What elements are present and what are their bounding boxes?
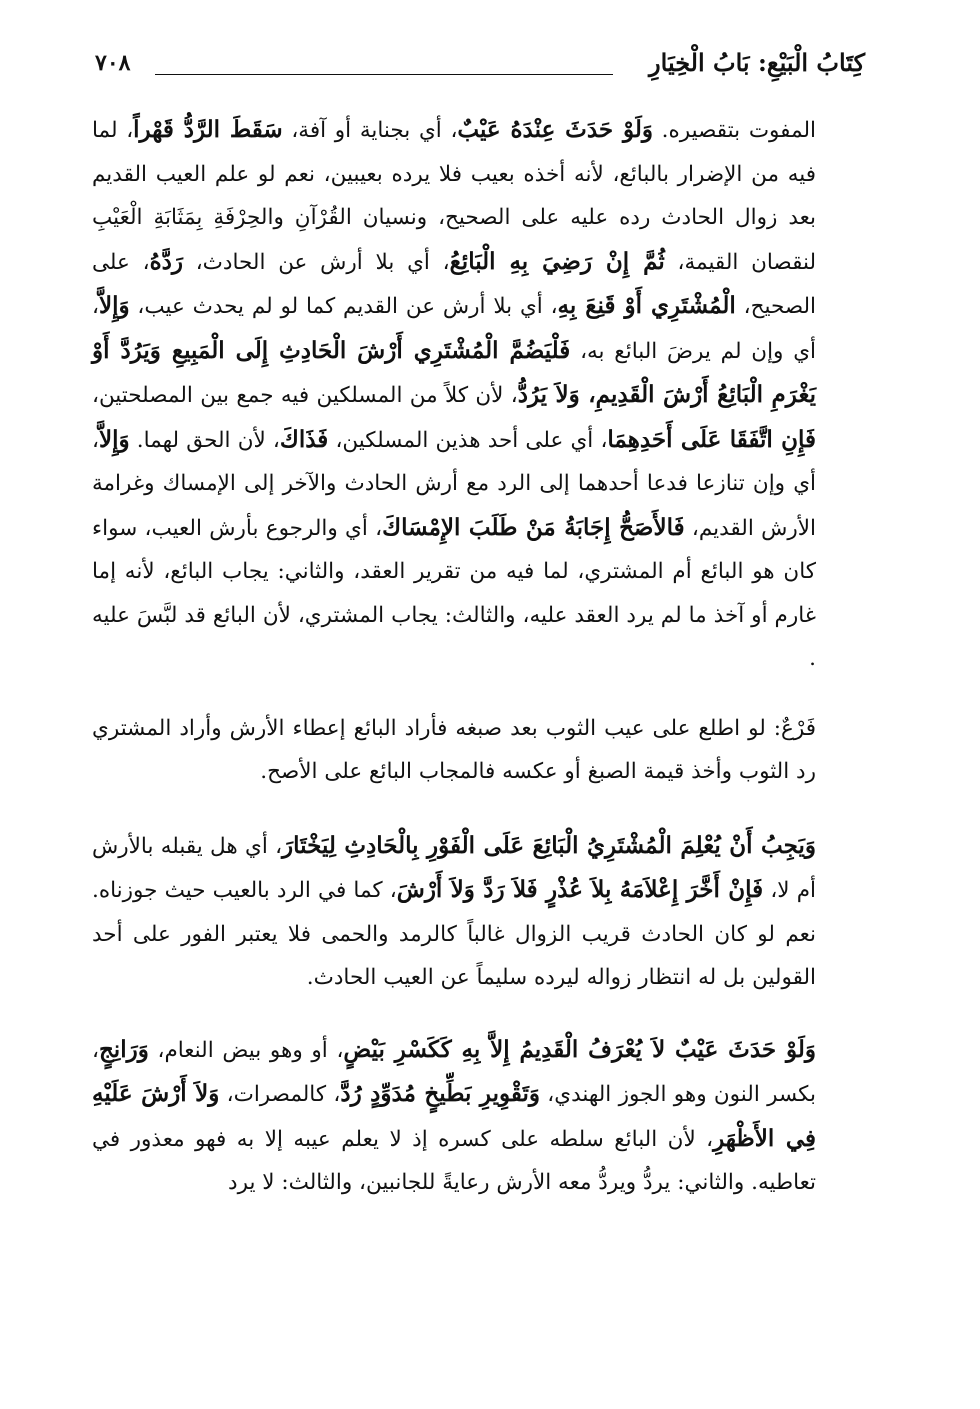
- matn-text: فَذَاكَ: [279, 425, 329, 453]
- sharh-text: ، كما في الرد بالعيب حيث جوزناه. نعم لو كان الحادث قريب الزوال غالباً كالرمد والحمى فلا يعتبر الفور على أحد القولين بل له انتظار زواله ليرده سليماً عن العيب الحادث.: [92, 878, 816, 990]
- matn-text: وَتَقْوِيرِ بَطِّيخٍ مُدَوِّدٍ رُدَّ: [340, 1080, 540, 1107]
- matn-text: فَلْيَضُمَّ الْمُشْتَرِي أَرْشَ الْحَادِثِ إِلَى الْمَبِيعِ وَيَرُدَّ أَوْ يَغْرَمِ الْبَائِعُ أَرْشَ الْقَدِيمِ، وَلاَ يَرُدُّ: [92, 336, 816, 408]
- sharh-text: ، بكسر النون وهو الجوز الهندي،: [92, 1037, 816, 1107]
- sharh-text: ، أي وإن لم يرضَ البائع به،: [92, 294, 816, 364]
- matn-text: وَرَانِجٍ: [98, 1035, 149, 1063]
- sharh-text: ، أو وهو بيض النعام،: [148, 1037, 344, 1063]
- sharh-text: ، لما فيه من الإضرار بالبائع، لأنه أخذه بعيب فلا يرده بعيبين، نعم لو علم العيب القديم بعد زوال الحادث رده عليه على الصحيح، ونسيان القُرْآنِ والحِرْفَةِ بِمَثَابَةِ الْعَيْبِ لنقصان القيمة،: [92, 118, 816, 275]
- sharh-text: المفوت بتقصيره.: [652, 118, 816, 143]
- sharh-text: ، أي بجناية أو آفة،: [282, 118, 458, 143]
- page-number: ٧٠٨: [95, 50, 131, 76]
- matn-text: رَدَّهُ: [149, 247, 183, 275]
- matn-text: سَقَطَ الرَّدُّ قَهْراً: [133, 116, 283, 143]
- sharh-text: ، أي بلا أرش عن الحادث،: [182, 249, 450, 275]
- sharh-text: ، لأن الحق لهما.: [129, 427, 280, 453]
- matn-text: وَلاَ أَرْشَ عَلَيْهِ فِي الأَظْهَرِ: [92, 1080, 817, 1152]
- sharh-text: ، لأن البائع سلطه على كسره إذ لا يعلم عيبه إلا به فهو معذور في تعاطيه. والثاني: يردُّ ويردُّ معه الأرش رعايةً للجانبين، والثالث: لا يرد: [92, 1126, 816, 1195]
- matn-text: الْمُشْتَرِي أَوْ قَنِعَ بِهِ: [557, 292, 736, 319]
- paragraph-4: [92, 1028, 816, 1205]
- matn-text: وَيَجِبُ أَنْ يُعْلِمَ الْمُشْتَرِيُ الْبَائِعَ عَلَى الْفَوْرِ بِالْحَادِثِ لِيَخْتَارَ: [282, 831, 816, 859]
- sharh-text: : لو اطلع على عيب الثوب بعد صبغه فأراد البائع إعطاء الأرش وأراد المشتري رد الثوب وأخذ قيمة الصبغ أو عكسه فالمجاب البائع على الأصح.: [92, 715, 816, 784]
- matn-text: فَالأَصَحُّ إِجَابَةُ مَنْ طَلَبَ الإِمْسَاكَ: [382, 513, 685, 541]
- running-header: [95, 44, 865, 84]
- paragraph-2: [92, 707, 816, 794]
- matn-text: ثُمَّ إِنْ رَضِيَ بِهِ الْبَائِعُ: [449, 247, 665, 275]
- matn-text: فَإِنِ اتَّفَقَا عَلَى أَحَدِهِمَا: [607, 425, 817, 453]
- matn-text: وَلَوْ حَدَثَ عَيْبٌ لاَ يُعْرَفُ الْقَدِيمُ إِلاَّ بِهِ كَكَسْرِ بَيْضٍ: [343, 1035, 816, 1063]
- matn-text: فَإِنْ أَخَّرَ إِعْلاَمَهُ بِلاَ عُذْرٍ فَلاَ رَدَّ وَلاَ أَرْشَ: [396, 876, 764, 903]
- matn-text: وَإِلاَّ: [98, 425, 130, 453]
- sharh-text: ، أي والرجوع بأرش العيب، سواء كان هو البائع أم المشتري، لما فيه من تقرير العقد، والثاني: يجاب البائع، لأنه إما غارم أو آخذ ما لم يرد العقد عليه، والثالث: يجاب المشتري، لأن البائع قد لبَّسَ عليه .: [92, 515, 816, 671]
- header-rule: [155, 74, 613, 75]
- paragraph-1: [92, 108, 816, 681]
- matn-text: وَلَوْ حَدَثَ عِنْدَهُ عَيْبٌ: [457, 116, 653, 143]
- sharh-text: ، أي وإن تنازعا فدعا أحدهما إلى الرد مع أرش الحادث والآخر إلى الإمساك وغرامة الأرش القديم،: [92, 427, 816, 541]
- sharh-text: ، على الصحيح،: [92, 249, 816, 319]
- sharh-text: ، أي على أحد هذين المسلكين،: [328, 427, 608, 453]
- body-text: [92, 108, 816, 1205]
- matn-text: وَإِلاَّ: [98, 292, 130, 319]
- sharh-text: ، لأن كلاً من المسلكين فيه جمع بين المصلحتين،: [92, 383, 518, 408]
- paragraph-3: [92, 824, 816, 1000]
- sharh-text: ، أي بلا أرش عن القديم كما لو لم يحدث عيب،: [129, 294, 558, 319]
- sharh-text: ، أي هل يقبله بالأرش أم لا،: [92, 833, 816, 903]
- sharh-text: فَرْعٌ: [781, 715, 816, 741]
- sharh-text: ، كالمصرات،: [219, 1082, 341, 1107]
- header-title: كِتَابُ الْبَيْعِ: بَابُ الْخِيَارِ: [649, 48, 865, 77]
